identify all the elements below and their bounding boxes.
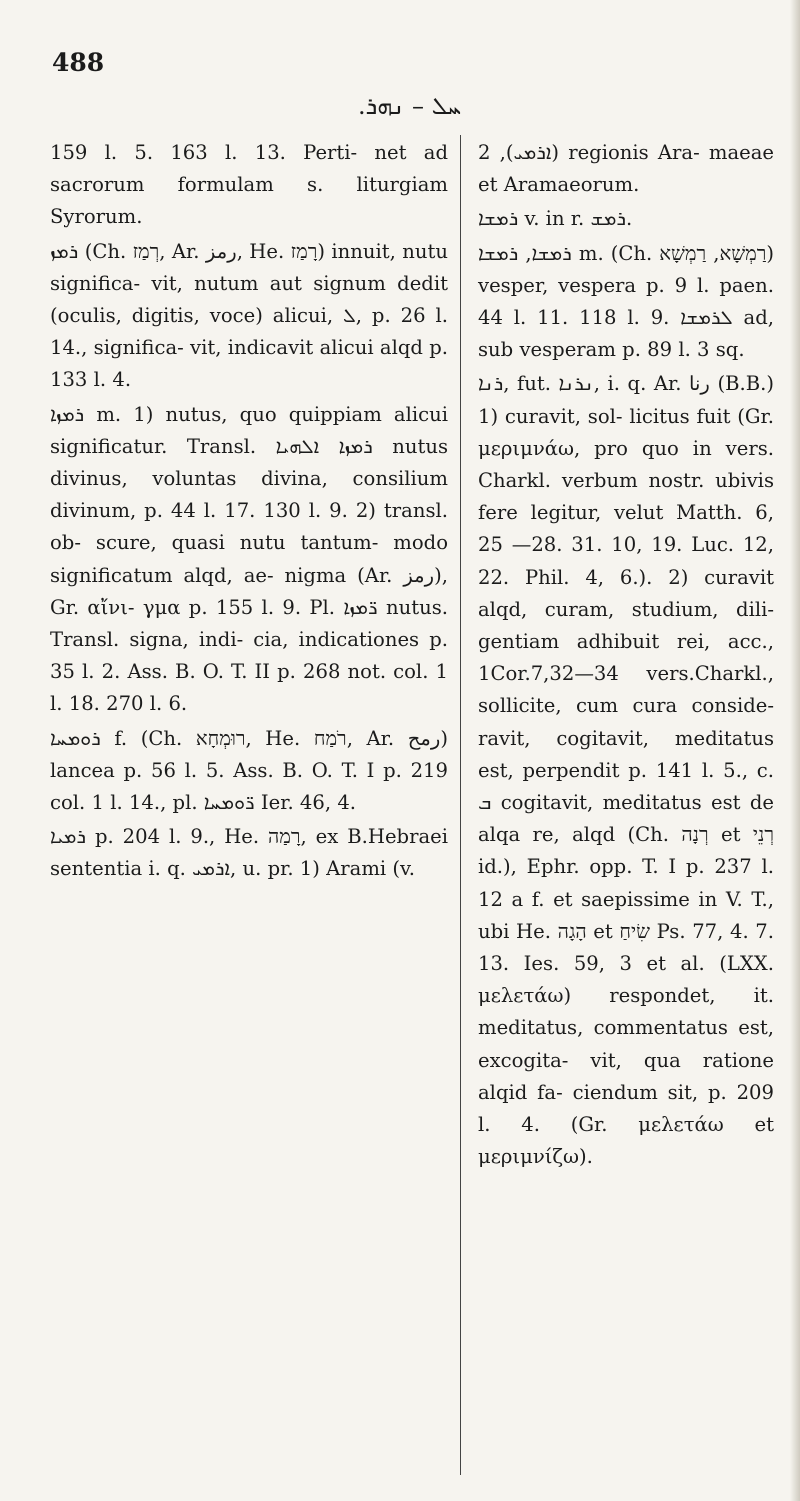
column-divider — [460, 135, 461, 1475]
entry-paragraph: ܐܪܡܝ), 2) regionis Ara- maeae et Aramaeorum. — [478, 141, 774, 197]
entry-paragraph: 159 l. 5. 163 l. 13. Perti- net ad sacrorum formulam s. liturgiam Syrorum. — [50, 141, 448, 229]
entry-paragraph: ܪܡܙܐ m. 1) nutus, quo quippiam alicui significatur. Transl. ܪܡܙܐ ܐܠܗܝܐ nutus divinus, voluntas divina, consilium divinum, p. 44 l. 17. 130 l. 9. 2) transl. ob- scure, quasi nutu tantum- modo significatum alqd, ae- nigma (Ar. رمز), Gr. αἴνι- γμα p. 155 l. 9. Pl. ܪ̈ܡܙܐ nutus. Transl. signa, indi- cia, indicationes p. 35 l. 2. Ass. B. O. T. II p. 268 not. col. 1 l. 18. 270 l. 6. — [50, 402, 449, 716]
right-column — [478, 137, 774, 1174]
entry-paragraph: ܪܡܫܐ v. in r. ܪܡܫ. — [478, 207, 633, 231]
left-column — [50, 137, 448, 886]
entry-paragraph: ܪܡܙ (Ch. רְמַז, Ar. رمز, He. רָמַז) innuit, nutu significa- vit, nutum aut signum dedit (oculis, digitis, voce) alicui, ܠ, p. 26 l. 14., significa- vit, indicavit alicui alqd p. 133 l. 4. — [50, 239, 448, 392]
page-edge-shadow — [790, 0, 800, 1501]
entry-paragraph: ܪܢܐ, fut. ܢܪܢܐ, i. q. Ar. رنا (B.B.) 1) curavit, sol- licitus fuit (Gr. μεριμνάω, pro quo in vers. Charkl. verbum nostr. ubivis fere legitur, velut Matth. 6, 25 —28. 31. 10, 19. Luc. 12, 22. Phil. 4, 6.). 2) curavit alqd, curam, studium, dili- gentiam adhibuit rei, acc., 1Cor.7,32—34 vers.Charkl., sollicite, cum cura conside- ravit, cogitavit, meditatus est, perpendit p. 141 l. 5., c. ܒ cogitavit, meditatus est de alqa re, alqd (Ch. רְנָה et רְנֵי id.), Ephr. opp. T. I p. 237 l. 12 a f. et saepissime in V. T., ubi He. הָגָה et שִׂיחַ Ps. 77, 4. 7. 13. Ies. 59, 3 et al. (LXX. μελετάω) respondet, it. meditatus, commentatus est, excogita- vit, qua ratione alqid fa- ciendum sit, p. 209 l. 4. (Gr. μελετάω et μεριμνίζω). — [478, 372, 775, 1169]
entry-paragraph: ܪܘܡܚܐ f. (Ch. רוּמְחָא, He. רֹמַח, Ar. رمح) lancea p. 56 l. 5. Ass. B. O. T. I p. 219 col. 1 l. 14., pl. ܪ̈ܘܡܚܐ Ier. 46, 4. — [50, 726, 448, 815]
page-number: 488 — [52, 48, 105, 77]
entry-paragraph: ܪܡܝܐ p. 204 l. 9., He. רָמַה, ex B.Hebraei sententia i. q. ܐܪܡܝ, u. pr. 1) Arami (v. — [50, 825, 449, 881]
entry-paragraph: ܪܡܫܐ, ܪܡܫܐ m. (Ch. רַמְשָׁא, רַמְשָׁא) vesper, vespera p. 9 l. paen. 44 l. 11. 118 l. 9. ܠܪܡܫܐ ad, sub vesperam p. 89 l. 3 sq. — [478, 241, 775, 362]
running-head: .ܚܠ – ܢܗܪ — [358, 92, 462, 120]
